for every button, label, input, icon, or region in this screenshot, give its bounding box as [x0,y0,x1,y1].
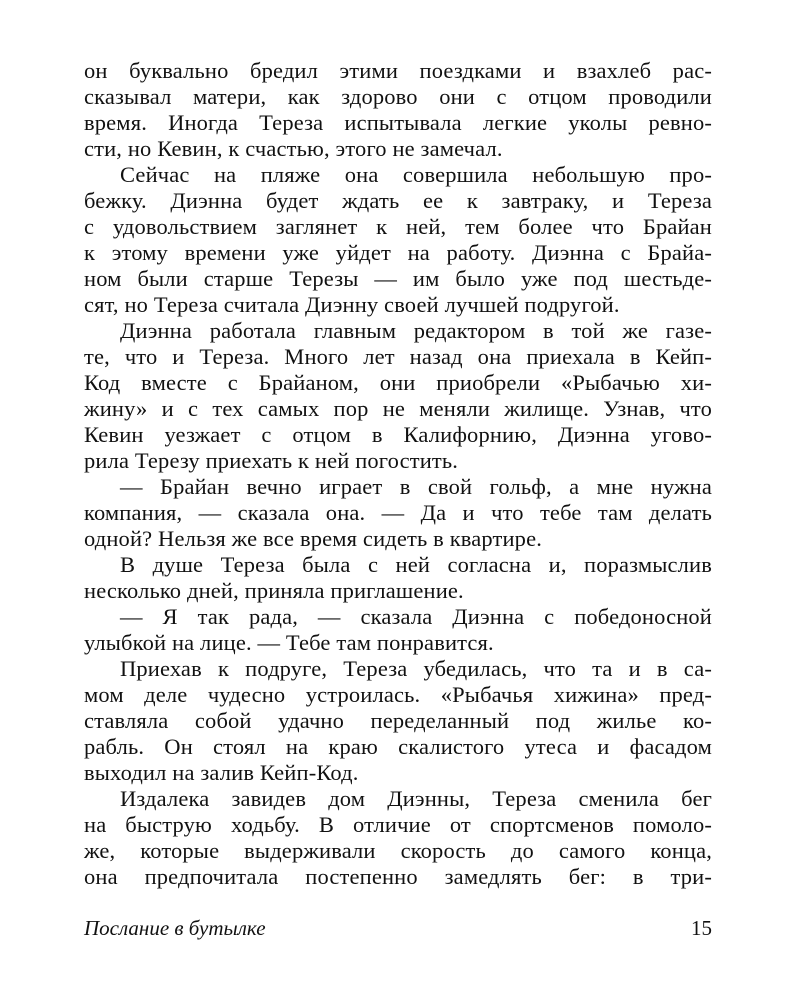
page-footer [84,916,712,946]
text-line: с удовольствием заглянет к ней, тем более что Брайан [84,214,712,239]
text-line: Приехав к подруге, Тереза убедилась, что та и в са- [120,656,712,681]
text-line: на быструю ходьбу. В отличие от спортсменов помоло- [84,812,712,837]
text-line: Сейчас на пляже она совершила небольшую про- [120,162,712,187]
text-line: время. Иногда Тереза испытывала легкие уколы ревно- [84,110,712,135]
running-title: Послание в бутылке [84,916,266,940]
text-line: компания, — сказала она. — Да и что тебе там делать [84,500,712,525]
text-line: В душе Тереза была с ней согласна и, поразмыслив [120,552,712,577]
text-line: ставляла собой удачно переделанный под жилье ко- [84,708,712,733]
text-line: Код вместе с Брайаном, они приобрели «Рыбачью хи- [84,370,712,395]
text-line: она предпочитала постепенно замедлять бег: в три- [84,864,712,889]
text-line: Издалека завидев дом Диэнны, Тереза сменила бег [120,786,712,811]
text-line: бежку. Диэнна будет ждать ее к завтраку, и Тереза [84,188,712,213]
text-line: сти, но Кевин, к счастью, этого не замечал. [84,136,503,161]
text-line: рила Терезу приехать к ней погостить. [84,448,459,473]
text-line: же, которые выдерживали скорость до самого конца, [84,838,712,863]
text-line: несколько дней, приняла приглашение. [84,578,464,603]
page-number: 15 [691,916,712,940]
text-line: сят, но Тереза считала Диэнну своей лучшей подругой. [84,292,620,317]
text-line: — Я так рада, — сказала Диэнна с победоносной [120,604,712,629]
text-line: одной? Нельзя же все время сидеть в квартире. [84,526,542,551]
text-line: Диэнна работала главным редактором в той же газе- [120,318,712,343]
text-line: — Брайан вечно играет в свой гольф, а мне нужна [120,474,712,499]
text-line: те, что и Тереза. Много лет назад она приехала в Кейп- [84,344,712,369]
text-line: рабль. Он стоял на краю скалистого утеса и фасадом [84,734,712,759]
text-line: мом деле чудесно устроилась. «Рыбачья хижина» пред- [84,682,712,707]
text-line: к этому времени уже уйдет на работу. Диэнна с Брайа- [84,240,712,265]
text-line: сказывал матери, как здорово они с отцом проводили [84,84,712,109]
text-line: улыбкой на лице. — Тебе там понравится. [84,630,494,655]
text-line: Кевин уезжает с отцом в Калифорнию, Диэнна угово- [84,422,712,447]
text-line: выходил на залив Кейп-Код. [84,760,359,785]
text-line: он буквально бредил этими поездками и взахлеб рас- [84,58,712,83]
text-line: жину» и с тех самых пор не меняли жилище. Узнав, что [84,396,712,421]
text-line: ном были старше Терезы — им было уже под шестьде- [84,266,712,291]
page-body [84,58,712,890]
